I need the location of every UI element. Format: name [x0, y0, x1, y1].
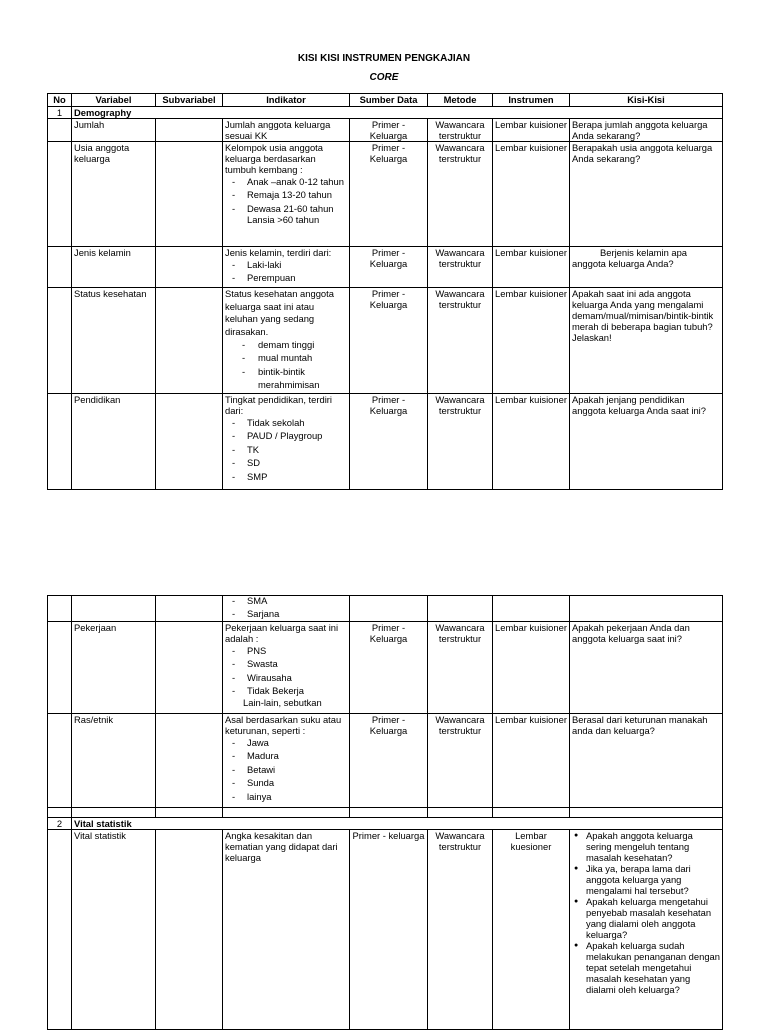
sumber-data-cell: Primer - Keluarga — [350, 288, 428, 394]
list-item: - Wirausaha — [225, 671, 347, 684]
section-row — [48, 107, 723, 119]
sumber-data-cell: Primer - Keluarga — [350, 622, 428, 714]
list-item: - Tidak sekolah — [225, 416, 347, 429]
indikator-text: Status kesehatan anggota keluarga saat ini atau keluhan yang sedang dirasakan. — [225, 288, 334, 337]
indikator-text: Kelompok usia anggota keluarga berdasarkan tumbuh kembang : — [225, 142, 323, 175]
header-no: No — [48, 94, 72, 107]
kisi-kisi-cell: Berapakah usia anggota keluarga Anda sekarang? — [570, 142, 723, 247]
indikator-cell — [223, 622, 350, 714]
indikator-cell — [223, 288, 350, 394]
kisi-kisi-cell: Berasal dari keturunan manakah anda dan keluarga? — [570, 714, 723, 808]
indikator-list — [225, 175, 347, 224]
indikator-list — [225, 416, 347, 483]
metode-cell: Wawancara terstruktur — [428, 142, 493, 247]
instrumen-cell: Lembar kuisioner — [493, 714, 570, 808]
header-indikator: Indikator — [223, 94, 350, 107]
list-item: - Betawi — [225, 763, 347, 776]
list-item: - Sunda — [225, 776, 347, 789]
indikator-cell — [223, 247, 350, 288]
variabel-cell: Jenis kelamin — [72, 247, 156, 288]
table-header-row — [48, 94, 723, 107]
table-row — [48, 714, 723, 808]
header-kisi-kisi: Kisi-Kisi — [570, 94, 723, 107]
instrumen-cell: Lembar kuisioner — [493, 288, 570, 394]
document-title: KISI KISI INSTRUMEN PENGKAJIAN — [297, 53, 471, 64]
sumber-data-cell: Primer - keluarga — [350, 830, 428, 1030]
table-row — [48, 119, 723, 142]
kisi-kisi-cell: Apakah jenjang pendidikan anggota keluarga Anda saat ini? — [570, 394, 723, 490]
instrumen-cell: Lembar kuisioner — [493, 394, 570, 490]
list-item: - Laki-laki — [225, 258, 347, 271]
indikator-list — [225, 596, 347, 621]
list-item: - bintik-bintik merahmimisan — [225, 365, 347, 391]
instrumen-cell: Lembar kuisioner — [493, 247, 570, 288]
instrument-table-page2 — [47, 595, 723, 1030]
metode-cell: Wawancara terstruktur — [428, 714, 493, 808]
list-item: Lansia >60 tahun — [247, 214, 320, 226]
variabel-cell: Vital statistik — [72, 830, 156, 1030]
list-item: ● Jika ya, berapa lama dari anggota keluarga yang mengalami hal tersebut? — [586, 863, 720, 896]
instrumen-cell: Lembar kuesioner — [493, 830, 570, 1030]
metode-cell: Wawancara terstruktur — [428, 830, 493, 1030]
header-instrumen: Instrumen — [493, 94, 570, 107]
list-item: - Dewasa 21-60 tahun — [225, 202, 347, 215]
instrumen-cell: Lembar kuisioner — [493, 622, 570, 714]
list-item: - Tidak Bekerja — [225, 684, 347, 697]
indikator-list — [225, 338, 347, 391]
header-variabel: Variabel — [72, 94, 156, 107]
table-row — [48, 622, 723, 714]
list-item: - Remaja 13-20 tahun — [225, 188, 347, 201]
section-title: Vital statistik — [72, 818, 723, 830]
indikator-cell — [223, 596, 350, 622]
section-title: Demography — [72, 107, 723, 119]
kisi-kisi-cell — [570, 830, 723, 1030]
list-item: - TK — [225, 443, 347, 456]
list-item: - Anak –anak 0-12 tahun — [225, 175, 347, 188]
sumber-data-cell: Primer - Keluarga — [350, 714, 428, 808]
list-item: - SD — [225, 456, 347, 469]
instrument-table-page1 — [47, 93, 723, 490]
kisi-kisi-cell: Apakah saat ini ada anggota keluarga Anda yang mengalami demam/mual/mimisan/bintik-bintik merah di beberapa bagian tubuh? Jelaskan! — [570, 288, 723, 394]
indikator-cell — [223, 142, 350, 247]
empty-row — [48, 808, 723, 818]
header-sumber-data: Sumber Data — [350, 94, 428, 107]
indikator-text: Tingkat pendidikan, terdiri dari: — [225, 394, 333, 416]
list-item: ● Apakah keluarga sudah melakukan penanganan dengan tepat setelah mengetahui masalah kesehatan yang dialami oleh keluarga? — [586, 940, 720, 995]
indikator-list — [225, 258, 347, 285]
indikator-cell — [223, 714, 350, 808]
section-number: 1 — [48, 107, 72, 119]
variabel-cell: Ras/etnik — [72, 714, 156, 808]
indikator-text: Asal berdasarkan suku atau keturunan, seperti : — [225, 714, 342, 736]
list-item: - Swasta — [225, 657, 347, 670]
indikator-cell — [223, 394, 350, 490]
list-item: - SMP — [225, 470, 347, 483]
variabel-cell: Pendidikan — [72, 394, 156, 490]
header-metode: Metode — [428, 94, 493, 107]
kisi-kisi-cell: Berjenis kelamin apa anggota keluarga Anda? — [570, 247, 723, 288]
instrumen-cell: Lembar kuisioner — [493, 119, 570, 142]
sumber-data-cell: Primer - Keluarga — [350, 119, 428, 142]
list-item: - Sarjana — [225, 607, 347, 620]
list-item: - PNS — [225, 644, 347, 657]
table-row — [48, 247, 723, 288]
list-item: - Jawa — [225, 736, 347, 749]
indikator-cell: Jumlah anggota keluarga sesuai KK — [223, 119, 350, 142]
document-subtitle: CORE — [369, 72, 399, 83]
list-item: - lainya — [225, 790, 347, 803]
indikator-text: Jenis kelamin, terdiri dari: — [225, 247, 332, 258]
instrumen-cell: Lembar kuisioner — [493, 142, 570, 247]
list-item: ● Apakah anggota keluarga sering mengeluh tentang masalah kesehatan? — [586, 830, 720, 863]
variabel-cell: Usia anggota keluarga — [72, 142, 156, 247]
metode-cell: Wawancara terstruktur — [428, 394, 493, 490]
kisi-kisi-cell: Berapa jumlah anggota keluarga Anda sekarang? — [570, 119, 723, 142]
metode-cell: Wawancara terstruktur — [428, 119, 493, 142]
indikator-text: Pekerjaan keluarga saat ini adalah : — [225, 622, 339, 644]
header-subvariabel: Subvariabel — [156, 94, 223, 107]
list-item: - PAUD / Playgroup — [225, 429, 347, 442]
indikator-cell: Angka kesakitan dan kematian yang didapat dari keluarga — [223, 830, 350, 1030]
sumber-data-cell: Primer - Keluarga — [350, 142, 428, 247]
metode-cell: Wawancara terstruktur — [428, 622, 493, 714]
indikator-list — [225, 736, 347, 803]
section-number: 2 — [48, 818, 72, 830]
kisi-kisi-list — [572, 830, 720, 995]
sumber-data-cell: Primer - Keluarga — [350, 247, 428, 288]
table-row — [48, 394, 723, 490]
variabel-cell: Jumlah — [72, 119, 156, 142]
list-item: - Perempuan — [225, 271, 347, 284]
sumber-data-cell: Primer - Keluarga — [350, 394, 428, 490]
metode-cell: Wawancara terstruktur — [428, 288, 493, 394]
metode-cell: Wawancara terstruktur — [428, 247, 493, 288]
table-row — [48, 830, 723, 1030]
list-item: - Madura — [225, 749, 347, 762]
list-item: - SMA — [225, 596, 347, 608]
table-row — [48, 288, 723, 394]
list-item: Lain-lain, sebutkan — [243, 696, 322, 708]
kisi-kisi-cell: Apakah pekerjaan Anda dan anggota keluarga saat ini? — [570, 622, 723, 714]
list-item: ● Apakah keluarga mengetahui penyebab masalah kesehatan yang dialami oleh anggota keluarga? — [586, 896, 720, 940]
table-row — [48, 142, 723, 247]
list-item: - mual muntah — [225, 351, 347, 364]
table-row — [48, 596, 723, 622]
list-item: - demam tinggi — [225, 338, 347, 351]
variabel-cell: Status kesehatan — [72, 288, 156, 394]
section-row — [48, 818, 723, 830]
indikator-list — [225, 644, 347, 708]
variabel-cell: Pekerjaan — [72, 622, 156, 714]
